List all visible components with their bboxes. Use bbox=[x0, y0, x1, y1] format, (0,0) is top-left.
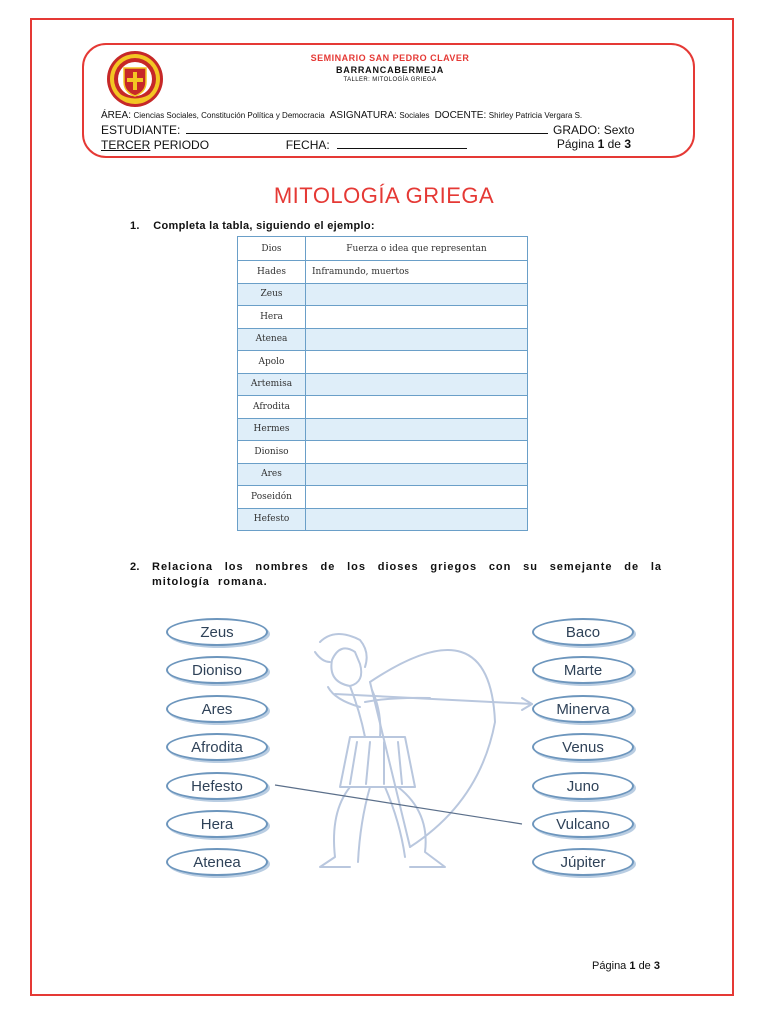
idea-cell[interactable] bbox=[306, 351, 528, 374]
table-row bbox=[238, 441, 528, 464]
idea-cell[interactable] bbox=[306, 328, 528, 351]
roman-god-jupiter[interactable]: Júpiter bbox=[532, 848, 634, 876]
table-row bbox=[238, 508, 528, 531]
table-row bbox=[238, 373, 528, 396]
greek-god-afrodita[interactable]: Afrodita bbox=[166, 733, 268, 761]
question-2-number: 2. bbox=[130, 561, 140, 573]
table-row bbox=[238, 328, 528, 351]
period-label: PERIODO bbox=[153, 138, 210, 152]
gods-table bbox=[237, 236, 528, 531]
question-2-text: Relaciona los nombres de los dioses griegos con su semejante de la mitología romana. bbox=[152, 561, 662, 588]
god-name-cell: Hefesto bbox=[238, 508, 306, 531]
roman-god-marte[interactable]: Marte bbox=[532, 656, 634, 684]
student-label: ESTUDIANTE: bbox=[101, 123, 181, 137]
greek-god-atenea[interactable]: Atenea bbox=[166, 848, 268, 876]
god-name-cell: Afrodita bbox=[238, 396, 306, 419]
table-row bbox=[238, 396, 528, 419]
question-1 bbox=[130, 220, 375, 232]
page-number-top: Página 1 de 3 bbox=[556, 137, 631, 151]
idea-cell[interactable]: Inframundo, muertos bbox=[306, 261, 528, 284]
idea-cell[interactable] bbox=[306, 306, 528, 329]
roman-god-juno[interactable]: Juno bbox=[532, 772, 634, 800]
area-label: ÁREA: bbox=[101, 110, 132, 121]
grade-label: GRADO: bbox=[553, 123, 601, 137]
table-row bbox=[238, 351, 528, 374]
table-header-god: Dios bbox=[238, 237, 306, 261]
idea-cell[interactable] bbox=[306, 508, 528, 531]
area-value: Ciencias Sociales, Constitución Política y Democracia bbox=[133, 111, 325, 120]
teacher-label: DOCENTE: bbox=[434, 110, 487, 121]
page-number-footer: Página 1 de 3 bbox=[592, 960, 660, 972]
table-header-idea: Fuerza o idea que representan bbox=[306, 237, 528, 261]
god-name-cell: Poseidón bbox=[238, 486, 306, 509]
question-2 bbox=[130, 560, 662, 590]
god-name-cell: Apolo bbox=[238, 351, 306, 374]
greek-god-ares[interactable]: Ares bbox=[166, 695, 268, 723]
god-name-cell: Dioniso bbox=[238, 441, 306, 464]
god-name-cell: Atenea bbox=[238, 328, 306, 351]
idea-cell[interactable] bbox=[306, 486, 528, 509]
god-name-cell: Artemisa bbox=[238, 373, 306, 396]
period-line bbox=[101, 137, 631, 152]
idea-cell[interactable] bbox=[306, 418, 528, 441]
course-info-line bbox=[101, 110, 582, 121]
date-field[interactable] bbox=[337, 137, 467, 149]
period-ordinal: TERCER bbox=[101, 138, 151, 152]
date-label: FECHA: bbox=[285, 138, 330, 152]
question-1-text: Completa la tabla, siguiendo el ejemplo: bbox=[153, 220, 375, 232]
table-row bbox=[238, 306, 528, 329]
example-link-line bbox=[275, 785, 522, 824]
god-name-cell: Hera bbox=[238, 306, 306, 329]
page-title: MITOLOGÍA GRIEGA bbox=[273, 183, 495, 208]
god-name-cell: Zeus bbox=[238, 283, 306, 306]
roman-god-minerva[interactable]: Minerva bbox=[532, 695, 634, 723]
workshop-title: TALLER: MITOLOGÍA GRIEGA bbox=[343, 77, 437, 83]
roman-god-venus[interactable]: Venus bbox=[532, 733, 634, 761]
god-name-cell: Ares bbox=[238, 463, 306, 486]
idea-cell[interactable] bbox=[306, 283, 528, 306]
roman-god-vulcano[interactable]: Vulcano bbox=[532, 810, 634, 838]
idea-cell[interactable] bbox=[306, 463, 528, 486]
table-row bbox=[238, 283, 528, 306]
table-row bbox=[238, 486, 528, 509]
idea-cell[interactable] bbox=[306, 396, 528, 419]
greek-god-zeus[interactable]: Zeus bbox=[166, 618, 268, 646]
table-row bbox=[238, 463, 528, 486]
idea-cell[interactable] bbox=[306, 373, 528, 396]
table-row bbox=[238, 261, 528, 284]
subject-label: ASIGNATURA: bbox=[329, 110, 397, 121]
question-1-number: 1. bbox=[130, 220, 140, 232]
god-name-cell: Hades bbox=[238, 261, 306, 284]
school-seal-icon bbox=[106, 50, 164, 108]
subject-value: Sociales bbox=[399, 111, 430, 120]
table-header-row bbox=[238, 237, 528, 261]
school-city: BARRANCABERMEJA bbox=[335, 65, 444, 75]
roman-god-baco[interactable]: Baco bbox=[532, 618, 634, 646]
greek-god-hefesto[interactable]: Hefesto bbox=[166, 772, 268, 800]
student-name-field[interactable] bbox=[186, 122, 548, 134]
teacher-value: Shirley Patricia Vergara S. bbox=[488, 111, 583, 120]
table-row bbox=[238, 418, 528, 441]
god-name-cell: Hermes bbox=[238, 418, 306, 441]
greek-god-hera[interactable]: Hera bbox=[166, 810, 268, 838]
school-name: SEMINARIO SAN PEDRO CLAVER bbox=[310, 53, 470, 63]
greek-god-dioniso[interactable]: Dioniso bbox=[166, 656, 268, 684]
student-line bbox=[101, 122, 634, 137]
idea-cell[interactable] bbox=[306, 441, 528, 464]
grade-value: Sexto bbox=[603, 123, 635, 137]
